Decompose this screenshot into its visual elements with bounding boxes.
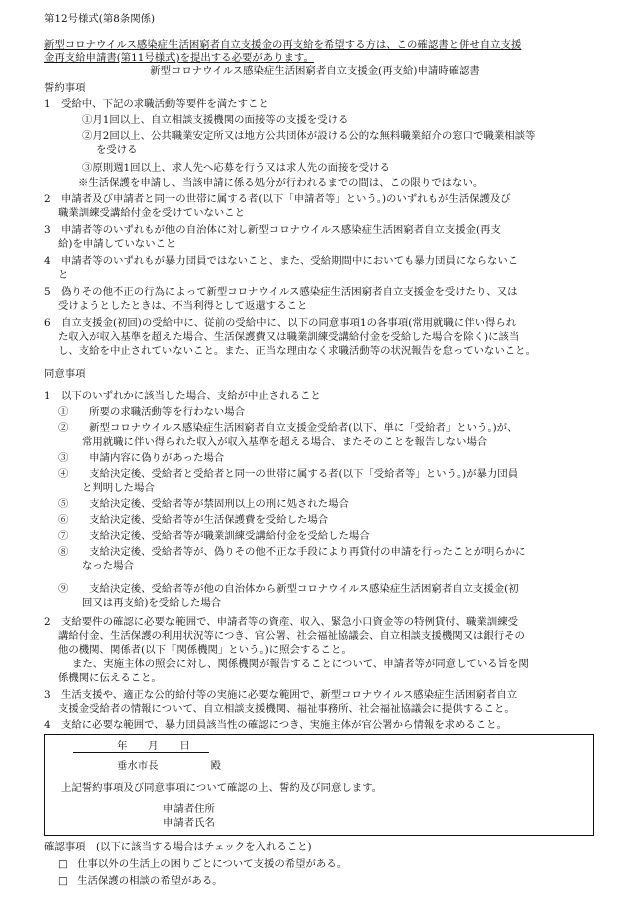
consent-line: ⑥ 支給決定後、受給者等が生活保護費を受給した場合 xyxy=(58,514,329,526)
addressee: 垂水市長 殿 xyxy=(117,760,221,772)
consent-line: ⑤ 支給決定後、受給者等が禁固刑以上の刑に処された場合 xyxy=(58,498,349,510)
consent-line: 4 支給に必要な範囲で、暴力団員該当性の確認につき、実施主体が官公署から情報を求めること。 xyxy=(44,719,507,731)
pledge-line: ※生活保護を申請し、当該申請に係る処分が行われるまでの間は、この限りではない。 xyxy=(78,177,484,189)
consent-line: 1 以下のいずれかに該当した場合、支給が中止されること xyxy=(44,390,321,402)
confirm-item-text: 仕事以外の生活上の困りごとについて支援の希望がある。 xyxy=(77,858,348,870)
pledge-line: 6 自立支援金(初回)の受給中に、従前の受給中に、以下の同意事項1の各事項(常用就職に伴い得られ xyxy=(44,317,517,329)
consent-line: なった場合 xyxy=(82,560,134,572)
consent-line: ⑦ 支給決定後、受給者等が職業訓練受講給付金を受給した場合 xyxy=(58,530,370,542)
date-underline[interactable] xyxy=(73,739,209,753)
pledge-line: と xyxy=(58,269,69,281)
consent-line: ① 所要の求職活動等を行わない場合 xyxy=(58,406,246,418)
checkbox-icon[interactable]: □ xyxy=(58,858,68,870)
consent-line: 3 生活支援や、適正な公的給付等の実施に必要な範囲で、新型コロナウイルス感染症生活困窮者自立 xyxy=(44,689,518,701)
confirm-item[interactable] xyxy=(58,857,347,871)
date-line: 年 月 日 xyxy=(117,740,190,752)
pledge-heading: 誓約事項 xyxy=(44,82,86,94)
consent-line: ④ 支給決定後、受給者と受給者と同一の世帯に属する者(以下「受給者等」という。)が暴力団員 xyxy=(58,468,519,480)
consent-line: 講給付金、生活保護の利用状況等につき、官公署、社会福祉協議会、自立相談支援機関又は銀行その xyxy=(58,630,525,642)
notice-line: 金再支給申請書(第11号様式)を提出する必要があります。 xyxy=(44,52,314,64)
pledge-line: ②月2回以上、公共職業安定所又は地方公共団体が設ける公的な無料職業紹介の窓口で職業相談等 xyxy=(82,130,536,142)
pledge-line: 2 申請者及び申請者と同一の世帯に属する者(以下「申請者等」という。)のいずれもが生活保護及び xyxy=(44,193,511,205)
consent-line: ⑧ 支給決定後、受給者等が、偽りその他不正な手段により再貸付の申請を行ったことが明らかに xyxy=(58,546,526,558)
applicant-address-label: 申請者住所 xyxy=(163,803,215,815)
notice-line: 新型コロナウイルス感染症生活困窮者自立支援金の再支給を希望する方は、この確認書と併せ自立支援 xyxy=(44,39,522,51)
document-title: 新型コロナウイルス感染症生活困窮者自立支援金(再支給)申請時確認書 xyxy=(150,65,480,77)
consent-line: 2 支給要件の確認に必要な範囲で、申請者等の資産、収入、緊急小口資金等の特例貸付、職業訓練受 xyxy=(44,616,518,628)
pledge-line: 受けようとしたときは、不当利得として返還すること xyxy=(58,300,308,312)
checkbox-icon[interactable]: □ xyxy=(58,875,68,887)
consent-line: 回又は再支給)を受給した場合 xyxy=(82,597,222,609)
signature-box xyxy=(44,734,594,836)
pledge-line: た収入が収入基準を超えた場合、生活保護費又は職業訓練受講給付金を受給した場合を除く)に該当 xyxy=(58,331,520,343)
pledge-line: し、支給を中止されていないこと。また、正当な理由なく求職活動等の状況報告を怠っていないこと。 xyxy=(58,345,536,357)
form-number: 第12号様式(第8条関係) xyxy=(44,13,156,25)
consent-line: 他の機関、関係者(以下「関係機関」という。)に照会すること。 xyxy=(58,644,352,656)
consent-line: また、実施主体の照会に対し、関係機関が報告することについて、申請者等が同意している旨を関 xyxy=(72,658,529,670)
consent-line: ③ 申請内容に偽りがあった場合 xyxy=(58,452,225,464)
pledge-line: 5 偽りその他不正の行為によって新型コロナウイルス感染症生活困窮者自立支援金を受けたり、又は xyxy=(44,286,518,298)
consent-line: 常用就職に伴い得られた収入が収入基準を超える場合、またそのことを報告しない場合 xyxy=(82,436,488,448)
pledge-line: 職業訓練受講給付金を受けていないこと xyxy=(58,207,246,219)
consent-line: と判明した場合 xyxy=(82,482,155,494)
consent-statement: 上記誓約事項及び同意事項について確認の上、誓約及び同意します。 xyxy=(61,782,383,794)
consent-heading: 同意事項 xyxy=(44,368,86,380)
pledge-line: ③原則週1回以上、求人先へ応募を行う又は求人先の面接を受ける xyxy=(82,162,390,174)
pledge-line: を受ける xyxy=(96,144,138,156)
pledge-line: 3 申請者等のいずれもが他の自治体に対し新型コロナウイルス感染症生活困窮者自立支援金(再支 xyxy=(44,224,501,236)
pledge-line: 4 申請者等のいずれもが暴力団員ではないこと、また、受給期間中においても暴力団員にならないこ xyxy=(44,255,519,267)
consent-line: 係機関に伝えること。 xyxy=(58,672,162,684)
confirm-item[interactable] xyxy=(58,874,223,888)
confirm-item-text: 生活保護の相談の希望がある。 xyxy=(77,875,223,887)
applicant-name-label: 申請者氏名 xyxy=(163,817,215,829)
consent-line: 支援金受給者の情報について、自立相談支援機関、福祉事務所、社会福祉協議会に提供すること。 xyxy=(58,703,515,715)
consent-line: ② 新型コロナウイルス感染症生活困窮者自立支援金受給者(以下、単に「受給者」という。)が、 xyxy=(58,422,518,434)
pledge-line: 給)を申請していないこと xyxy=(58,238,177,250)
pledge-line: ①月1回以上、自立相談支援機関の面接等の支援を受ける xyxy=(82,114,349,126)
consent-line: ⑨ 支給決定後、受給者等が他の自治体から新型コロナウイルス感染症生活困窮者自立支援金(初 xyxy=(58,583,519,595)
pledge-line: 1 受給中、下記の求職活動等要件を満たすこと xyxy=(44,98,269,110)
confirm-heading: 確認事項 (以下に該当する場合はチェックを入れること) xyxy=(44,841,312,853)
